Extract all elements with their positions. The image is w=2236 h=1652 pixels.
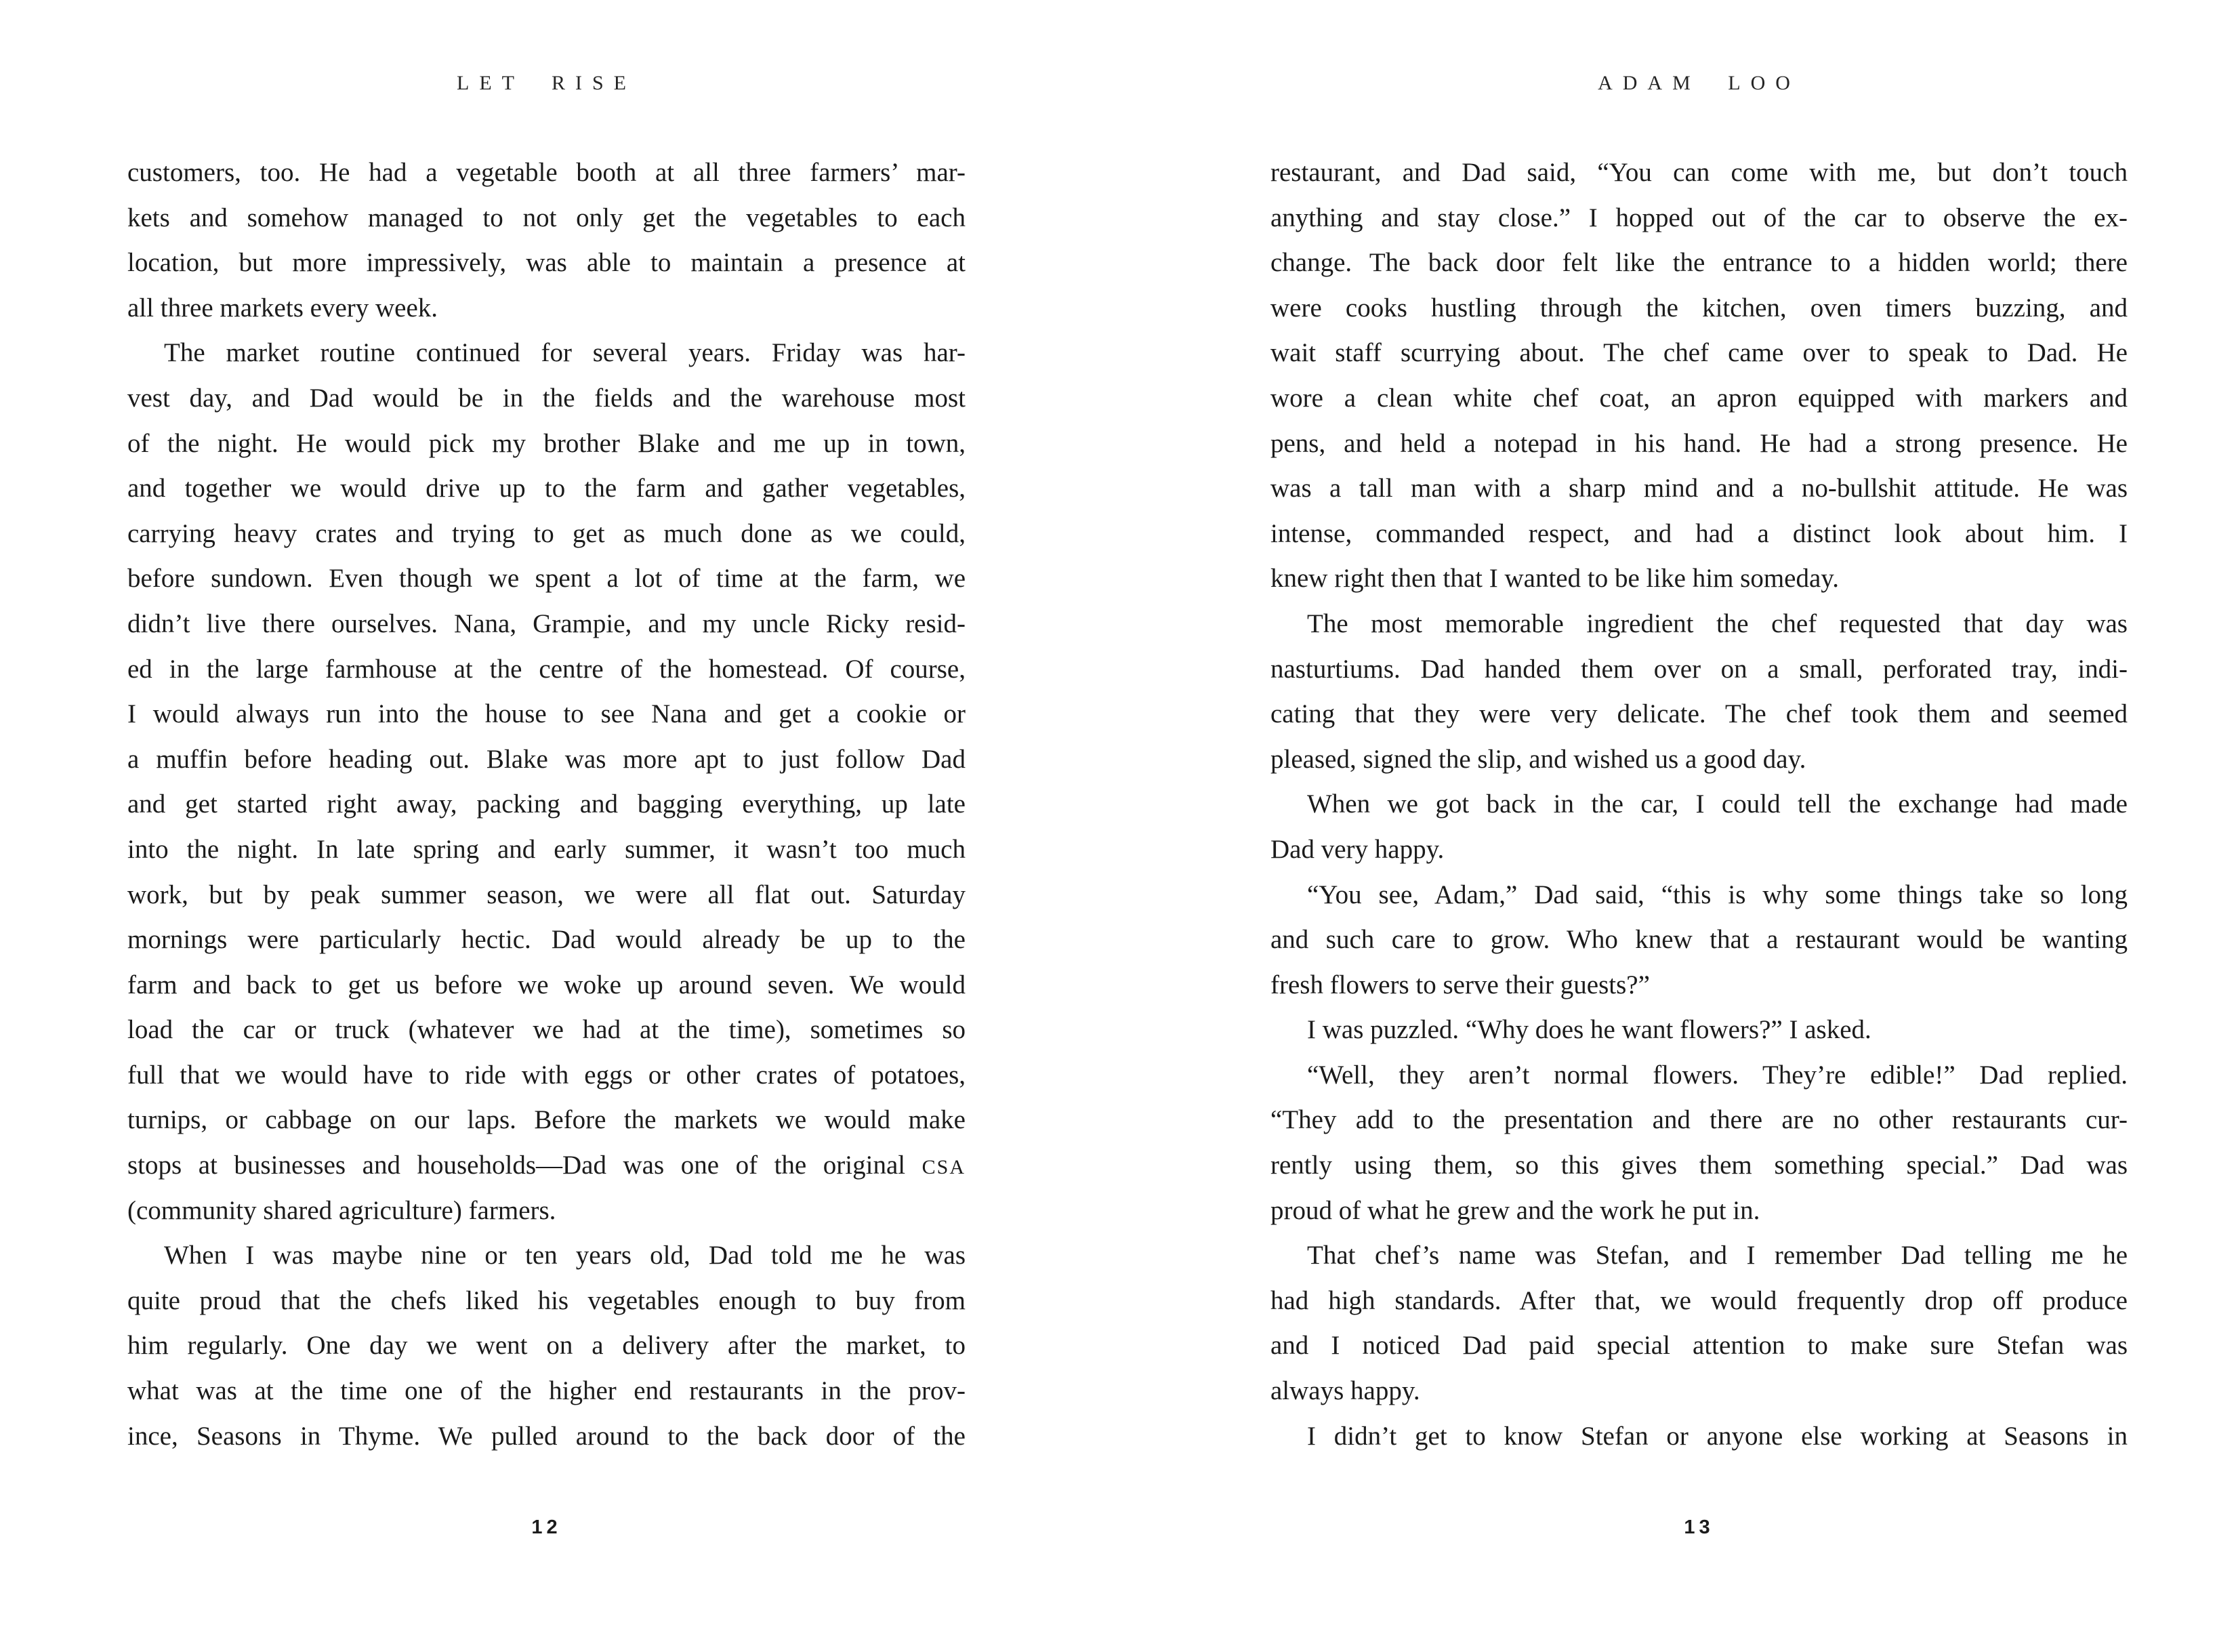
text-line: were cooks hustling through the kitchen, oven timers buzzing, and — [1270, 293, 2128, 323]
text-line: I would always run into the house to see Nana and get a cookie or — [127, 699, 966, 729]
page-number-right: 13 — [1684, 1516, 1714, 1538]
text-line: pens, and held a notepad in his hand. He had a strong presence. He — [1270, 428, 2128, 458]
text-line: and get started right away, packing and bagging everything, up late — [127, 789, 966, 819]
text-line: always happy. — [1270, 1376, 1420, 1406]
text-line: load the car or truck (whatever we had at the time), sometimes so — [127, 1015, 966, 1045]
text-line: “You see, Adam,” Dad said, “this is why some things take so long — [1307, 880, 2128, 909]
text-line: change. The back door felt like the entrance to a hidden world; there — [1270, 248, 2128, 278]
text-line: carrying heavy crates and trying to get as much done as we could, — [127, 518, 966, 548]
text-line: knew right then that I wanted to be like him someday. — [1270, 564, 1840, 594]
right-page — [1118, 0, 2236, 1652]
text-line: turnips, or cabbage on our laps. Before the markets we would make — [127, 1105, 966, 1135]
text-line: vest day, and Dad would be in the fields and the warehouse most — [127, 383, 966, 413]
text-line: into the night. In late spring and early summer, it wasn’t too much — [127, 834, 966, 864]
left-page-text-block — [127, 150, 966, 1459]
text-line: ed in the large farmhouse at the centre of the homestead. Of course, — [127, 654, 966, 684]
text-line: Dad very happy. — [1270, 834, 1445, 864]
text-line: cating that they were very delicate. The chef took them and seemed — [1270, 699, 2128, 729]
text-line: pleased, signed the slip, and wished us a good day. — [1270, 744, 1806, 774]
text-line: of the night. He would pick my brother Blake and me up in town, — [127, 428, 966, 458]
text-line: was a tall man with a sharp mind and a no-bullshit attitude. He was — [1270, 474, 2128, 503]
text-line: before sundown. Even though we spent a lot of time at the farm, we — [127, 564, 966, 594]
text-line: I didn’t get to know Stefan or anyone else working at Seasons in — [1307, 1421, 2128, 1451]
text-line: fresh flowers to serve their guests?” — [1270, 970, 1650, 999]
text-line: The market routine continued for several years. Friday was har- — [164, 338, 966, 368]
text-line: That chef’s name was Stefan, and I remember Dad telling me he — [1307, 1241, 2128, 1271]
right-page-text-block — [1270, 150, 2128, 1459]
text-line: mornings were particularly hectic. Dad would already be up to the — [127, 925, 966, 955]
text-line: full that we would have to ride with eggs or other crates of potatoes, — [127, 1060, 966, 1090]
text-line: farm and back to get us before we woke up around seven. We would — [127, 970, 966, 999]
text-line: anything and stay close.” I hopped out of the car to observe the ex- — [1270, 203, 2128, 232]
text-line: a muffin before heading out. Blake was more apt to just follow Dad — [127, 744, 966, 774]
text-line: wore a clean white chef coat, an apron equipped with markers and — [1270, 383, 2128, 413]
text-line: location, but more impressively, was able to maintain a presence at — [127, 248, 966, 278]
text-line: didn’t live there ourselves. Nana, Grampie, and my uncle Ricky resid- — [127, 608, 966, 638]
small-caps-text: CSA — [922, 1156, 966, 1179]
text-line: rently using them, so this gives them something special.” Dad was — [1270, 1151, 2128, 1180]
text-line: all three markets every week. — [127, 293, 438, 323]
text-line: quite proud that the chefs liked his vegetables enough to buy from — [127, 1285, 966, 1315]
text-line: and I noticed Dad paid special attention to make sure Stefan was — [1270, 1331, 2128, 1361]
text-line: and such care to grow. Who knew that a restaurant would be wanting — [1270, 925, 2128, 955]
text-line: him regularly. One day we went on a delivery after the market, to — [127, 1331, 966, 1361]
text-line: had high standards. After that, we would frequently drop off produce — [1270, 1285, 2128, 1315]
text-line: “Well, they aren’t normal flowers. They’re edible!” Dad replied. — [1307, 1060, 2128, 1090]
text-line: customers, too. He had a vegetable booth at all three farmers’ mar- — [127, 158, 966, 187]
text-line: (community shared agriculture) farmers. — [127, 1195, 556, 1225]
running-header-right: ADAM LOO — [1598, 72, 1800, 94]
text-line: wait staff scurrying about. The chef came over to speak to Dad. He — [1270, 338, 2128, 368]
text-line: The most memorable ingredient the chef requested that day was — [1307, 608, 2128, 638]
text-line: work, but by peak summer season, we were all flat out. Saturday — [127, 880, 966, 909]
text-line: ince, Seasons in Thyme. We pulled around to the back door of the — [127, 1421, 966, 1451]
text-line: kets and somehow managed to not only get the vegetables to each — [127, 203, 966, 232]
page-number-left: 12 — [531, 1516, 562, 1538]
text-line: stops at businesses and households—Dad was one of the original CSA — [127, 1151, 966, 1180]
text-line: what was at the time one of the higher end restaurants in the prov- — [127, 1376, 966, 1406]
text-line: and together we would drive up to the farm and gather vegetables, — [127, 474, 966, 503]
text-line: I was puzzled. “Why does he want flowers?” I asked. — [1307, 1015, 1871, 1045]
text-line: proud of what he grew and the work he put in. — [1270, 1195, 1760, 1225]
running-header-left: LET RISE — [457, 72, 636, 94]
text-line: When we got back in the car, I could tell the exchange had made — [1307, 789, 2128, 819]
text-line: restaurant, and Dad said, “You can come with me, but don’t touch — [1270, 158, 2128, 187]
text-line: intense, commanded respect, and had a distinct look about him. I — [1270, 518, 2128, 548]
text-line: “They add to the presentation and there are no other restaurants cur- — [1270, 1105, 2128, 1135]
text-line: nasturtiums. Dad handed them over on a small, perforated tray, indi- — [1270, 654, 2128, 684]
text-line: When I was maybe nine or ten years old, Dad told me he was — [164, 1241, 966, 1271]
